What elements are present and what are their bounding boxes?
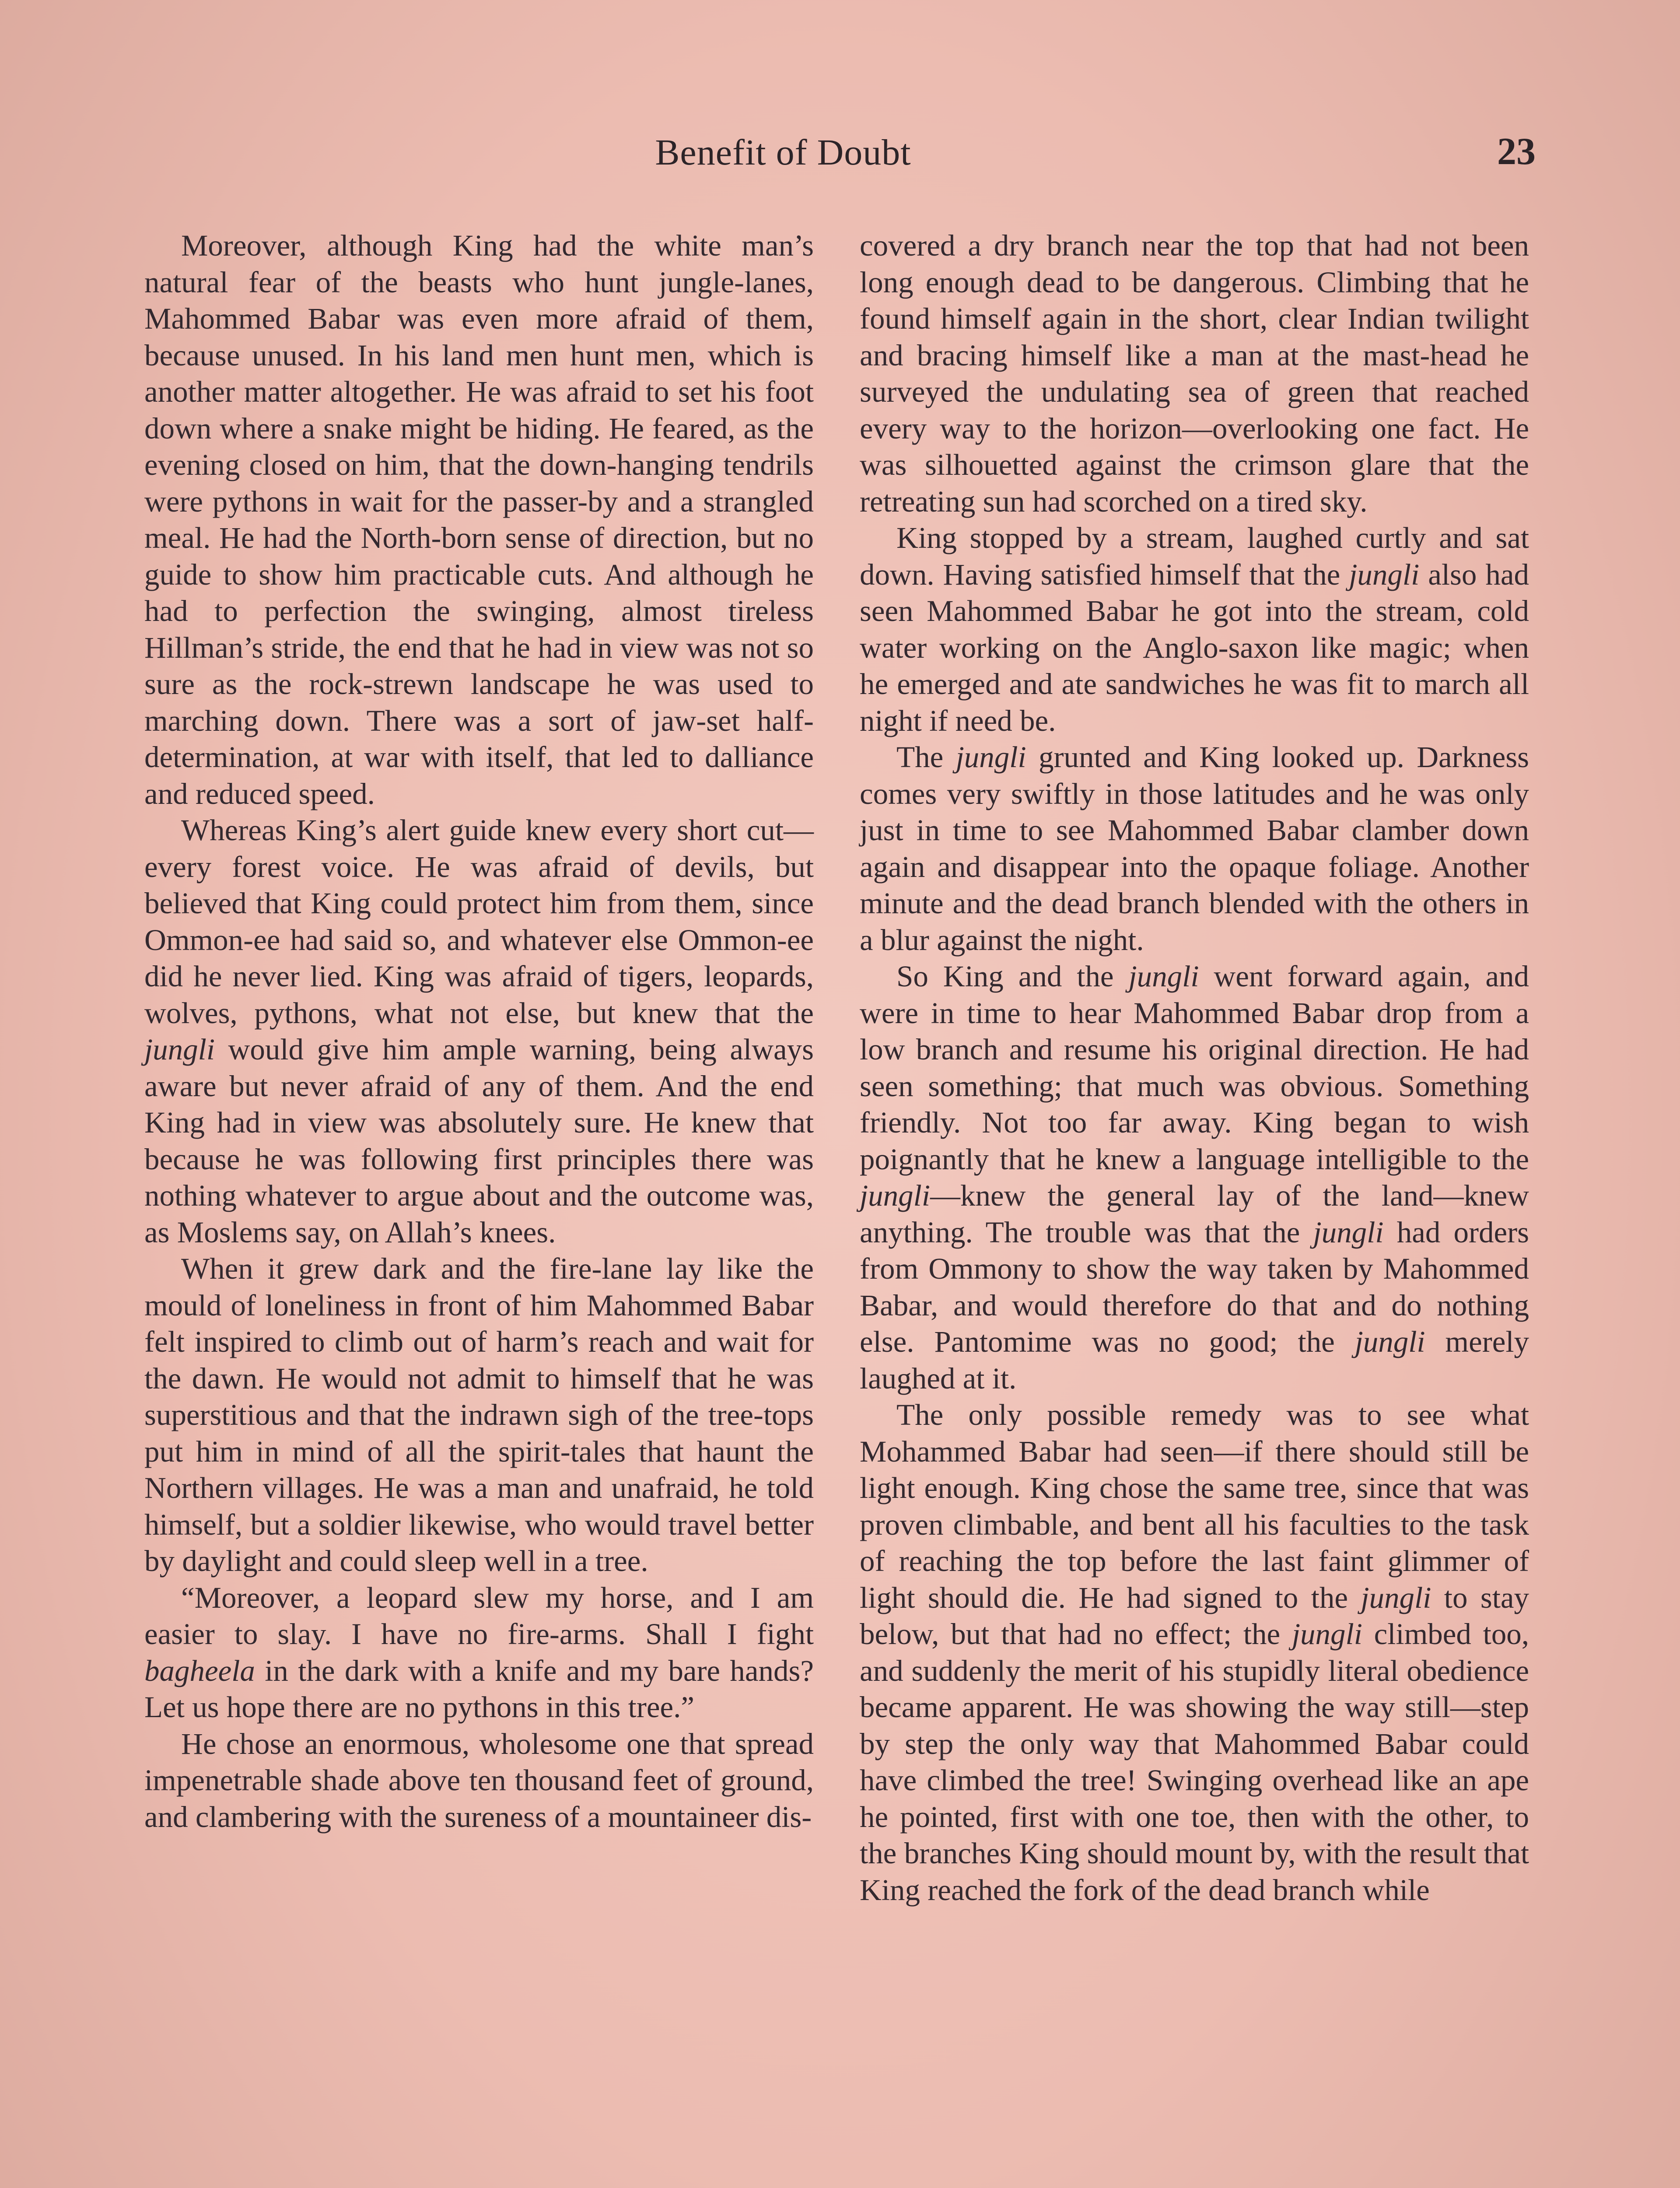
paragraph: He chose an enormous, wholesome one that spread impenetrable shade above ten thousand feet of ground, and clambering with the sureness of a mountaineer dis-: [144, 1727, 814, 1834]
page-number: 23: [1497, 130, 1536, 173]
paragraph: King stopped by a stream, laughed curtly and sat down. Having satisfied himself that the jungli also had seen Mahommed Babar he got into the stream, cold water working on the Anglo-saxon like magic; when he emerged and ate sandwiches he was fit to march all night if need be.: [860, 521, 1529, 737]
paragraph: The jungli grunted and King looked up. Darkness comes very swiftly in those latitudes and he was only just in time to see Mahommed Babar clamber down again and disappear into the opaque foliage. Another minute and the dead branch blended with the others in a blur against the night.: [860, 740, 1529, 957]
paragraph: So King and the jungli went forward again, and were in time to hear Mahommed Babar drop from a low branch and resume his original direction. He had seen something; that much was obvious. Something friendly. Not too far away. King began to wish poignantly that he knew a language intelligible to the jungli—knew the general lay of the land—knew anything. The trouble was that the jungli had orders from Ommony to show the way taken by Mahommed Babar, and would therefore do that and do nothing else. Pantomime was no good; the jungli merely laughed at it.: [860, 960, 1529, 1395]
running-head-title: Benefit of Doubt: [655, 132, 911, 173]
paragraph: Whereas King’s alert guide knew every short cut—every forest voice. He was afraid of devils, but believed that King could protect him from them, since Ommon-ee had said so, and whatever else Ommon-ee did he never lied. King was afraid of tigers, leopards, wolves, pythons, what not else, but knew that the jungli would give him ample warning, being always aware but never afraid of any of them. And the end King had in view was absolutely sure. He knew that because he was following first principles there was nothing whatever to argue about and the outcome was, as Moslems say, on Allah’s knees.: [144, 813, 814, 1249]
paragraph: Moreover, although King had the white man’s natural fear of the beasts who hunt jungle-lanes, Mahommed Babar was even more afraid of them, because unused. In his land men hunt men, which is another matter altogether. He was afraid to set his foot down where a snake might be hiding. He feared, as the evening closed on him, that the down-hanging tendrils were pythons in wait for the passer-by and a strangled meal. He had the North-born sense of direction, but no guide to show him practicable cuts. And although he had to perfection the swinging, almost tireless Hillman’s stride, the end that he had in view was not so sure as the rock-strewn landscape he was used to marching down. There was a sort of jaw-set half-determination, at war with itself, that led to dalliance and reduced speed.: [144, 229, 814, 810]
paragraph: When it grew dark and the fire-lane lay like the mould of loneliness in front of him Mahommed Babar felt inspired to climb out of harm’s reach and wait for the dawn. He would not admit to himself that he was superstitious and that the indrawn sigh of the tree-tops put him in mind of all the spirit-tales that haunt the Northern villages. He was a man and unafraid, he told himself, but a soldier likewise, who would travel better by daylight and could sleep well in a tree.: [144, 1252, 814, 1578]
paragraph: The only possible remedy was to see what Mohammed Babar had seen—if there should still be light enough. King chose the same tree, since that was proven climbable, and bent all his faculties to the task of reaching the top before the last faint glimmer of light should die. He had signed to the jungli to stay below, but that had no effect; the jungli climbed too, and suddenly the merit of his stupidly literal obedience became apparent. He was showing the way still—step by step the only way that Mahommed Babar could have climbed the tree! Swinging overhead like an ape he pointed, first with one toe, then with the other, to the branches King should mount by, with the result that King reached the fork of the dead branch while: [860, 1398, 1529, 1907]
paragraph-continued: covered a dry branch near the top that had not been long enough dead to be dangerous. Climbing that he found himself again in the short, clear Indian twilight and bracing himself like a man at the mast-head he surveyed the undulating sea of green that reached every way to the horizon—overlooking one fact. He was silhouetted against the crimson glare that the retreating sun had scorched on a tired sky.: [860, 229, 1529, 518]
paragraph: “Moreover, a leopard slew my horse, and I am easier to slay. I have no fire-arms. Shall I fight bagheela in the dark with a knife and my bare hands? Let us hope there are no pythons in this tree.”: [144, 1581, 814, 1724]
text-column-left: [144, 228, 814, 1835]
text-column-right: [860, 228, 1529, 1908]
